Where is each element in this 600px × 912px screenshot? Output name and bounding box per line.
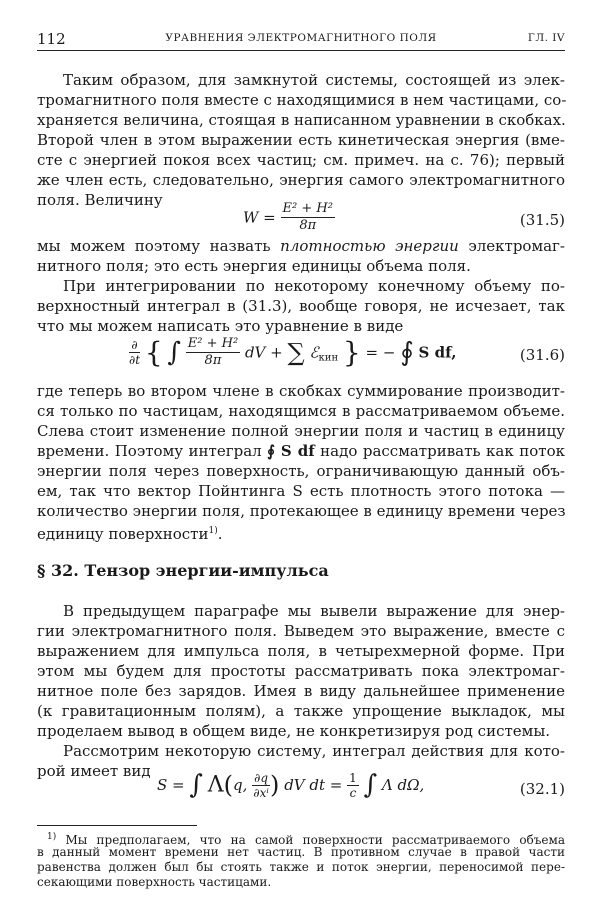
text-line: выражением для импульса поля, в четырехмерной форме. При [37, 642, 565, 660]
text-line: энергии поля через поверхность, ограничивающую данный объ- [37, 462, 565, 480]
fraction-denominator: ∂xⁱ [253, 785, 269, 800]
text-line: гии электромагнитного поля. Выведем это выражение, вместе с [37, 622, 565, 640]
left-brace: { [144, 336, 163, 369]
page-number: 112 [37, 30, 66, 48]
right-paren: ) [270, 771, 280, 799]
text-line [37, 521, 565, 544]
text-line: поля. Величину [37, 191, 163, 209]
text-line: сте с энергией покоя всех частиц; см. примеч. на с. 76); первый [37, 151, 565, 169]
text-line: ся только по частицам, находящимся в рассматриваемом объеме. [37, 402, 565, 420]
text-line: рой имеет вид [37, 762, 151, 780]
footnote-line: в данный момент времени нет частиц. В противном случае в правой части [37, 845, 565, 859]
page-header [37, 30, 565, 51]
footnote-reference[interactable]: 1) [208, 526, 218, 536]
eq-lhs: S = [157, 776, 185, 794]
poynting-flux: S df, [418, 343, 457, 362]
action-integrand: Λ dΩ, [381, 776, 425, 794]
emphasis-term: плотностью энергии [280, 237, 459, 255]
fraction-denominator: ∂t [129, 353, 141, 367]
section-heading: § 32. Тензор энергии-импульса [37, 561, 329, 580]
equation-number: (31.5) [519, 211, 565, 229]
text-line: Таким образом, для замкнутой системы, состоящей из элек- [63, 71, 565, 89]
text-line: проделаем вывод в общем виде, не конкретизируя род системы. [37, 722, 551, 740]
text-span: надо рассматривать как поток [314, 442, 565, 460]
text-line [37, 441, 565, 461]
integral-sign: ∫ [363, 770, 378, 800]
one-over-c [347, 771, 359, 800]
equation-32-1 [37, 770, 565, 810]
left-paren: ( [223, 771, 233, 799]
text-span: . [217, 525, 223, 543]
integral-sign: ∫ [189, 770, 203, 800]
text-line: где теперь во втором члене в скобках суммирование производит- [37, 382, 565, 400]
text-span: единицу поверхности [37, 525, 209, 543]
fraction-numerator: E² + H² [187, 336, 239, 351]
fraction-numerator: ∂ [129, 338, 140, 353]
text-line: храняется величина, стоящая в написанном уравнении в скобках. [37, 111, 566, 129]
text-span: электромаг- [458, 237, 565, 255]
eq-lhs: W = [243, 208, 276, 227]
equation-31-5 [37, 201, 565, 241]
lagrangian-symbol: Λ [207, 772, 224, 798]
fraction-numerator: E² + H² [282, 201, 333, 216]
text-line: этом мы будем для простоты рассматривать пока электромаг- [37, 662, 565, 680]
energy-density-fraction [281, 201, 335, 234]
text-line: верхностный интеграл в (31.3), вообще говоря, не исчезает, так [37, 297, 565, 315]
text-line: что мы можем написать это уравнение в виде [37, 317, 404, 335]
partial-derivative [129, 338, 140, 367]
integral-sign: ∫ [167, 337, 181, 368]
fraction-numerator: ∂q [254, 770, 269, 785]
equals-minus: = − [365, 343, 396, 362]
right-brace: } [342, 336, 361, 369]
text-span: мы можем поэтому назвать [37, 237, 281, 255]
running-title: УРАВНЕНИЯ ЭЛЕКТРОМАГНИТНОГО ПОЛЯ [165, 32, 437, 44]
equation-number: (32.1) [519, 780, 565, 798]
text-line: В предыдущем параграфе мы вывели выражение для энер- [63, 602, 565, 620]
text-line: количество энергии поля, протекающее в единицу времени через [37, 502, 566, 520]
fraction-denominator: c [349, 785, 357, 800]
text-span: времени. Поэтому интеграл [37, 442, 268, 460]
inline-math: ∮ S df [267, 442, 315, 460]
text-line: же член есть, следовательно, энергия самого электромагнитного [37, 171, 565, 189]
fraction-denominator: 8π [204, 353, 222, 368]
text-line: ем, так что вектор Пойнтинга S есть плотность этого потока — [37, 482, 565, 500]
text-line: Слева стоит изменение полной энергии поля и частиц в единицу [37, 422, 565, 440]
sum-sign: ∑ [287, 338, 305, 367]
argument-q: q, [233, 776, 248, 794]
text-span: Мы предполагаем, что на самой поверхности рассматриваемого объема [65, 833, 565, 847]
fraction-denominator: 8π [299, 218, 317, 233]
text-line [37, 236, 565, 256]
energy-density-fraction [186, 336, 240, 369]
fraction-numerator: 1 [349, 770, 357, 785]
volume-time-element: dV dt = [284, 776, 343, 794]
subscript-kin: кин [318, 352, 339, 364]
text-line: Рассмотрим некоторую систему, интеграл действия для кото- [63, 742, 565, 760]
text-line: нитного поля; это есть энергия единицы объема поля. [37, 257, 471, 275]
text-line: (к гравитационным полям), а также упрощение выкладок, мы [37, 702, 565, 720]
footnote-line: равенства должен был бы стоять также и поток энергии, переносимой пере- [37, 860, 565, 874]
text-line: нитное поле без зарядов. Имея в виду дальнейшее применение [37, 682, 565, 700]
text-line: тромагнитного поля вместе с находящимися в нем частицами, со- [37, 91, 567, 109]
partial-derivative [252, 771, 270, 800]
footnote-mark: 1) [47, 832, 57, 842]
text-line: Второй член в этом выражении есть кинетическая энергия (вме- [37, 131, 565, 149]
text-line: При интегрировании по некоторому конечному объему по- [63, 277, 565, 295]
equation-number: (31.6) [519, 346, 565, 364]
kinetic-energy-symbol: ℰ [309, 343, 319, 362]
volume-element: dV + [244, 343, 283, 362]
chapter-label: ГЛ. IV [527, 32, 565, 44]
footnote-divider [37, 825, 197, 826]
footnote-line: секающими поверхность частицами. [37, 875, 272, 889]
equation-31-6 [37, 336, 565, 376]
contour-integral-sign: ∮ [400, 337, 414, 368]
